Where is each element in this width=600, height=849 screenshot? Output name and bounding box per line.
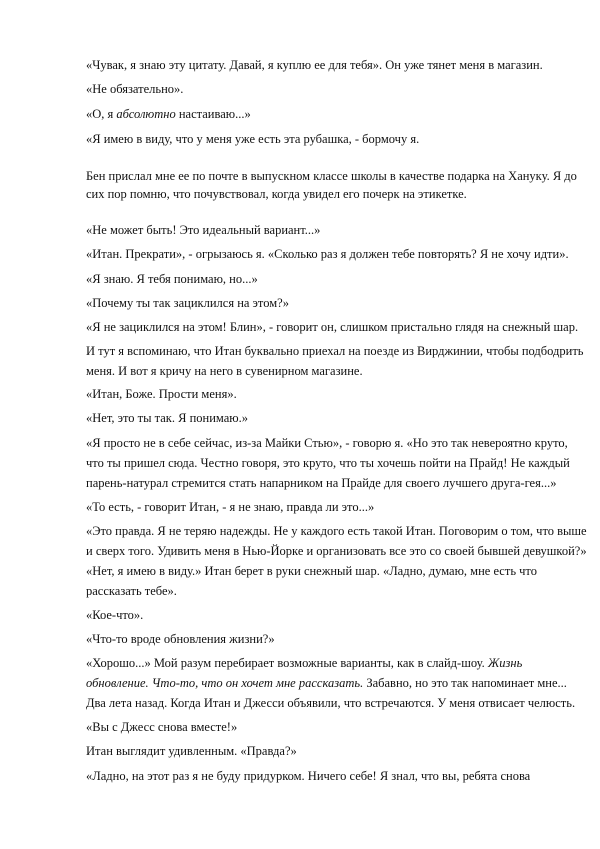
text-segment: парень-натурал стремится стать напарником на Прайде для своего лучшего друга-гея...» — [86, 476, 557, 490]
text-segment: Забавно, но это так напоминает мне... — [363, 676, 567, 690]
text-segment: «Чувак, я знаю эту цитату. Давай, я куплю ее для тебя». Он уже тянет меня в магазин. — [86, 58, 543, 72]
text-segment: «Вы с Джесс снова вместе!» — [86, 720, 238, 734]
text-segment: настаиваю...» — [175, 107, 251, 121]
text-segment: «Нет, это ты так. Я понимаю.» — [86, 411, 248, 425]
text-segment: Два лета назад. Когда Итан и Джесси объявили, что встречаются. У меня отвисает челюсть. — [86, 696, 576, 710]
text-line — [86, 607, 143, 623]
text-segment: рассказать тебе». — [86, 584, 177, 598]
text-line — [86, 131, 419, 147]
text-line — [86, 499, 374, 515]
text-segment: «То есть, - говорит Итан, - я не знаю, правда ли это...» — [86, 500, 375, 514]
text-segment: «Я имею в виду, что у меня уже есть эта рубашка, - бормочу я. — [86, 132, 420, 146]
text-segment: «Кое-что». — [86, 608, 144, 622]
text-segment: «Я просто не в себе сейчас, из-за Майки Стью», - говорю я. «Но это так невероятно круто, — [86, 436, 568, 450]
text-segment: «Ладно, на этот раз я не буду придурком. Ничего себе! Я знал, что вы, ребята снова — [86, 769, 531, 783]
text-segment: и сверх того. Удивить меня в Нью-Йорке и организовать все это со своей бывшей девушкой?» — [86, 544, 587, 558]
text-line — [86, 386, 237, 402]
text-line — [86, 57, 543, 73]
text-line — [86, 106, 251, 122]
text-line — [86, 295, 289, 311]
text-segment: Бен прислал мне ее по почте в выпускном классе школы в качестве подарка на Хануку. Я до — [86, 169, 577, 183]
text-line — [86, 81, 183, 97]
text-segment: «Почему ты так зациклился на этом?» — [86, 296, 289, 310]
text-line — [86, 319, 578, 335]
text-line — [86, 655, 522, 671]
text-line — [86, 631, 275, 647]
text-line — [86, 719, 237, 735]
text-line — [86, 563, 537, 579]
text-line — [86, 186, 467, 202]
text-segment: «Итан. Прекрати», - огрызаюсь я. «Сколько раз я должен тебе повторять? Я не хочу идти». — [86, 247, 569, 261]
text-segment: «Я знаю. Я тебя понимаю, но...» — [86, 272, 258, 286]
text-segment: сих пор помню, что почувствовал, когда увидел его почерк на этикетке. — [86, 187, 467, 201]
text-line — [86, 455, 570, 471]
text-line — [86, 743, 297, 759]
italic-text-segment: Жизнь — [487, 656, 523, 670]
text-segment: И тут я вспоминаю, что Итан буквально приехал на поезде из Вирджинии, чтобы подбодрить — [86, 344, 584, 358]
text-line — [86, 475, 556, 491]
text-line — [86, 222, 320, 238]
text-line — [86, 363, 363, 379]
text-line — [86, 675, 567, 691]
text-segment: «Что-то вроде обновления жизни?» — [86, 632, 275, 646]
text-segment: «Я не зациклился на этом! Блин», - говорит он, слишком пристально глядя на снежный шар. — [86, 320, 579, 334]
text-line — [86, 523, 587, 539]
text-segment: «О, я — [86, 107, 117, 121]
text-line — [86, 271, 258, 287]
text-line — [86, 246, 569, 262]
text-line — [86, 410, 248, 426]
text-line — [86, 435, 568, 451]
text-segment: меня. И вот я кричу на него в сувенирном магазине. — [86, 364, 363, 378]
text-segment: «Нет, я имею в виду.» Итан берет в руки снежный шар. «Ладно, думаю, мне есть что — [86, 564, 537, 578]
text-segment: что ты пришел сюда. Честно говоря, это круто, что ты хочешь пойти на Прайд! Не каждый — [86, 456, 570, 470]
text-line — [86, 543, 587, 559]
text-line — [86, 768, 530, 784]
text-segment: «Хорошо...» Мой разум перебирает возможные варианты, как в слайд-шоу. — [86, 656, 488, 670]
text-line — [86, 343, 584, 359]
text-line — [86, 583, 177, 599]
italic-text-segment: абсолютно — [116, 107, 176, 121]
text-line — [86, 695, 575, 711]
text-segment: «Это правда. Я не теряю надежды. Не у каждого есть такой Итан. Поговорим о том, что выше — [86, 524, 587, 538]
text-line — [86, 168, 577, 184]
text-segment: «Итан, Боже. Прости меня». — [86, 387, 237, 401]
text-segment: Итан выглядит удивленным. «Правда?» — [86, 744, 297, 758]
text-segment: «Не обязательно». — [86, 82, 184, 96]
italic-text-segment: обновление. Что-то, что он хочет мне рассказать. — [86, 676, 364, 690]
text-segment: «Не может быть! Это идеальный вариант...» — [86, 223, 321, 237]
